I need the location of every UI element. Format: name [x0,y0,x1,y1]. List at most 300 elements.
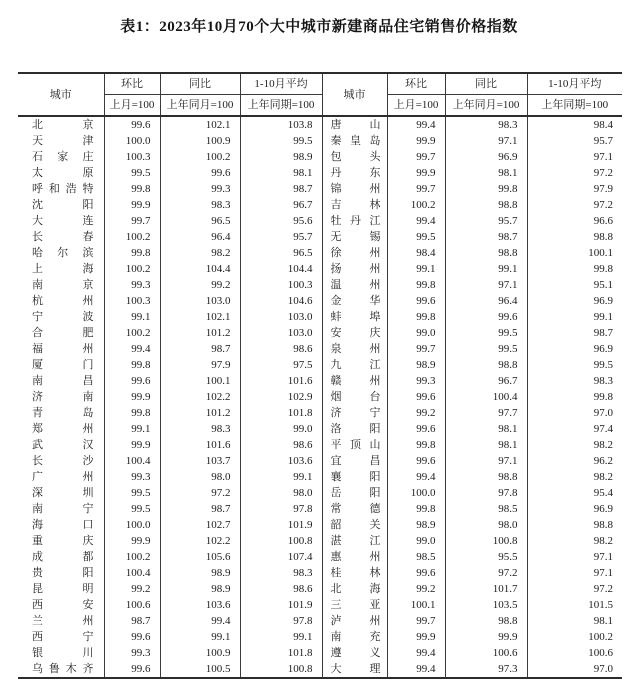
avg-cell: 98.6 [240,437,322,453]
mom-cell: 99.4 [387,469,445,485]
avg-cell: 98.6 [240,581,322,597]
city-cell: 昆明 [18,581,104,597]
city-cell: 无锡 [322,229,387,245]
city-cell: 乌鲁木齐 [18,661,104,678]
city-cell: 西安 [18,597,104,613]
city-cell: 南京 [18,277,104,293]
avg-cell: 97.2 [527,581,622,597]
mom-cell: 99.3 [387,373,445,389]
header-yoy-sub-left: 上年同月=100 [160,95,240,117]
avg-cell: 100.8 [240,533,322,549]
avg-cell: 101.5 [527,597,622,613]
header-row-main [18,73,622,95]
city-cell: 扬州 [322,261,387,277]
avg-cell: 104.4 [240,261,322,277]
yoy-cell: 97.1 [445,133,527,149]
table-row [18,453,622,469]
avg-cell: 101.8 [240,645,322,661]
yoy-cell: 99.9 [445,629,527,645]
mom-cell: 99.9 [387,165,445,181]
table-row [18,501,622,517]
avg-cell: 99.1 [240,629,322,645]
city-cell: 丹东 [322,165,387,181]
city-cell: 平顶山 [322,437,387,453]
yoy-cell: 103.6 [160,597,240,613]
table-row [18,373,622,389]
yoy-cell: 99.6 [160,165,240,181]
header-mom-sub-left: 上月=100 [104,95,160,117]
yoy-cell: 102.2 [160,533,240,549]
avg-cell: 96.9 [527,341,622,357]
yoy-cell: 98.8 [445,245,527,261]
city-cell: 兰州 [18,613,104,629]
yoy-cell: 98.1 [445,165,527,181]
mom-cell: 99.4 [387,213,445,229]
city-cell: 烟台 [322,389,387,405]
yoy-cell: 98.3 [445,116,527,133]
mom-cell: 99.9 [104,197,160,213]
city-cell: 济宁 [322,405,387,421]
city-cell: 大理 [322,661,387,678]
table-row [18,549,622,565]
table-row [18,229,622,245]
mom-cell: 99.3 [104,277,160,293]
yoy-cell: 102.2 [160,389,240,405]
city-cell: 石家庄 [18,149,104,165]
yoy-cell: 98.9 [160,565,240,581]
mom-cell: 99.7 [104,213,160,229]
yoy-cell: 99.6 [445,309,527,325]
mom-cell: 99.8 [387,309,445,325]
mom-cell: 99.8 [387,437,445,453]
avg-cell: 101.9 [240,517,322,533]
mom-cell: 100.0 [104,133,160,149]
yoy-cell: 99.5 [445,325,527,341]
avg-cell: 96.5 [240,245,322,261]
yoy-cell: 96.4 [160,229,240,245]
city-cell: 沈阳 [18,197,104,213]
table-row [18,261,622,277]
yoy-cell: 96.7 [445,373,527,389]
avg-cell: 99.5 [240,133,322,149]
mom-cell: 99.1 [387,261,445,277]
avg-cell: 99.1 [240,469,322,485]
yoy-cell: 97.8 [445,485,527,501]
avg-cell: 100.8 [240,661,322,678]
city-cell: 泸州 [322,613,387,629]
city-cell: 杭州 [18,293,104,309]
avg-cell: 97.1 [527,149,622,165]
table-row [18,133,622,149]
mom-cell: 100.2 [104,229,160,245]
avg-cell: 101.6 [240,373,322,389]
mom-cell: 99.6 [387,421,445,437]
yoy-cell: 98.1 [445,421,527,437]
yoy-cell: 103.7 [160,453,240,469]
city-cell: 重庆 [18,533,104,549]
table-row [18,245,622,261]
avg-cell: 95.6 [240,213,322,229]
city-cell: 海口 [18,517,104,533]
city-cell: 遵义 [322,645,387,661]
mom-cell: 100.0 [387,485,445,501]
city-cell: 徐州 [322,245,387,261]
table-row [18,533,622,549]
yoy-cell: 98.8 [445,197,527,213]
yoy-cell: 97.3 [445,661,527,678]
avg-cell: 99.8 [527,261,622,277]
avg-cell: 97.0 [527,405,622,421]
yoy-cell: 100.1 [160,373,240,389]
avg-cell: 98.7 [240,181,322,197]
mom-cell: 99.5 [104,485,160,501]
mom-cell: 100.0 [104,517,160,533]
city-cell: 呼和浩特 [18,181,104,197]
header-avg-left: 1-10月平均 [240,73,322,95]
avg-cell: 96.9 [527,293,622,309]
yoy-cell: 95.7 [445,213,527,229]
yoy-cell: 96.4 [445,293,527,309]
city-cell: 包头 [322,149,387,165]
table-row [18,213,622,229]
mom-cell: 99.4 [387,645,445,661]
city-cell: 大连 [18,213,104,229]
yoy-cell: 103.5 [445,597,527,613]
mom-cell: 99.1 [104,421,160,437]
mom-cell: 100.2 [104,261,160,277]
yoy-cell: 101.2 [160,405,240,421]
table-title: 表1：2023年10月70个大中城市新建商品住宅销售价格指数 [120,19,518,35]
avg-cell: 98.1 [527,613,622,629]
avg-cell: 100.3 [240,277,322,293]
city-cell: 深圳 [18,485,104,501]
table-row [18,341,622,357]
city-cell: 金华 [322,293,387,309]
mom-cell: 98.9 [387,517,445,533]
city-cell: 南充 [322,629,387,645]
table-row [18,565,622,581]
table-row [18,613,622,629]
avg-cell: 99.8 [527,389,622,405]
table-row [18,165,622,181]
mom-cell: 99.8 [104,405,160,421]
yoy-cell: 104.4 [160,261,240,277]
mom-cell: 99.7 [387,613,445,629]
city-cell: 锦州 [322,181,387,197]
mom-cell: 99.9 [104,533,160,549]
mom-cell: 99.8 [387,277,445,293]
avg-cell: 97.5 [240,357,322,373]
city-cell: 长沙 [18,453,104,469]
mom-cell: 99.6 [387,453,445,469]
yoy-cell: 98.7 [160,341,240,357]
avg-cell: 95.1 [527,277,622,293]
avg-cell: 97.1 [527,549,622,565]
mom-cell: 99.9 [387,133,445,149]
yoy-cell: 98.2 [160,245,240,261]
yoy-cell: 98.1 [445,437,527,453]
table-row [18,661,622,678]
yoy-cell: 98.7 [160,501,240,517]
mom-cell: 100.4 [104,565,160,581]
yoy-cell: 96.9 [445,149,527,165]
mom-cell: 100.1 [387,597,445,613]
city-cell: 厦门 [18,357,104,373]
city-cell: 西宁 [18,629,104,645]
yoy-cell: 99.3 [160,181,240,197]
city-cell: 赣州 [322,373,387,389]
city-cell: 韶关 [322,517,387,533]
table-row [18,389,622,405]
header-avg-sub-right: 上年同期=100 [527,95,622,117]
header-avg-sub-left: 上年同期=100 [240,95,322,117]
mom-cell: 100.2 [104,549,160,565]
mom-cell: 99.4 [387,116,445,133]
header-city-right: 城市 [322,73,387,116]
mom-cell: 99.4 [104,341,160,357]
mom-cell: 99.6 [387,565,445,581]
yoy-cell: 99.2 [160,277,240,293]
table-row [18,517,622,533]
city-cell: 北京 [18,116,104,133]
yoy-cell: 105.6 [160,549,240,565]
avg-cell: 107.4 [240,549,322,565]
header-avg-right: 1-10月平均 [527,73,622,95]
avg-cell: 96.9 [527,501,622,517]
yoy-cell: 96.5 [160,213,240,229]
city-cell: 合肥 [18,325,104,341]
mom-cell: 98.7 [104,613,160,629]
city-cell: 南昌 [18,373,104,389]
yoy-cell: 100.6 [445,645,527,661]
table-row [18,645,622,661]
avg-cell: 98.2 [527,437,622,453]
yoy-cell: 97.2 [160,485,240,501]
mom-cell: 99.6 [104,629,160,645]
city-cell: 湛江 [322,533,387,549]
city-cell: 贵阳 [18,565,104,581]
avg-cell: 103.6 [240,453,322,469]
city-cell: 南宁 [18,501,104,517]
yoy-cell: 99.5 [445,341,527,357]
yoy-cell: 100.2 [160,149,240,165]
mom-cell: 99.0 [387,325,445,341]
yoy-cell: 100.5 [160,661,240,678]
avg-cell: 96.2 [527,453,622,469]
table-row [18,629,622,645]
table-row [18,181,622,197]
city-cell: 惠州 [322,549,387,565]
yoy-cell: 97.1 [445,277,527,293]
mom-cell: 99.5 [387,229,445,245]
mom-cell: 99.7 [387,181,445,197]
avg-cell: 98.2 [527,469,622,485]
avg-cell: 95.7 [240,229,322,245]
yoy-cell: 98.8 [445,613,527,629]
yoy-cell: 100.4 [445,389,527,405]
yoy-cell: 98.5 [445,501,527,517]
city-cell: 哈尔滨 [18,245,104,261]
avg-cell: 96.6 [527,213,622,229]
mom-cell: 99.6 [104,661,160,678]
city-cell: 三亚 [322,597,387,613]
avg-cell: 95.4 [527,485,622,501]
table-row [18,469,622,485]
mom-cell: 99.3 [104,645,160,661]
table-row [18,325,622,341]
header-mom-left: 环比 [104,73,160,95]
table-row [18,421,622,437]
mom-cell: 100.6 [104,597,160,613]
avg-cell: 97.8 [240,501,322,517]
avg-cell: 100.1 [527,245,622,261]
header-yoy-right: 同比 [445,73,527,95]
header-mom-sub-right: 上月=100 [387,95,445,117]
avg-cell: 97.2 [527,165,622,181]
yoy-cell: 98.3 [160,197,240,213]
avg-cell: 99.5 [527,357,622,373]
avg-cell: 100.6 [527,645,622,661]
avg-cell: 97.4 [527,421,622,437]
mom-cell: 99.7 [387,149,445,165]
table-row [18,293,622,309]
city-cell: 济南 [18,389,104,405]
city-cell: 宁波 [18,309,104,325]
avg-cell: 101.8 [240,405,322,421]
mom-cell: 99.8 [104,181,160,197]
table-row [18,437,622,453]
avg-cell: 100.2 [527,629,622,645]
yoy-cell: 97.2 [445,565,527,581]
mom-cell: 99.8 [104,245,160,261]
yoy-cell: 103.0 [160,293,240,309]
city-cell: 北海 [322,581,387,597]
avg-cell: 103.0 [240,325,322,341]
mom-cell: 99.2 [387,405,445,421]
mom-cell: 99.2 [104,581,160,597]
yoy-cell: 98.8 [445,357,527,373]
mom-cell: 99.9 [104,437,160,453]
mom-cell: 99.6 [104,373,160,389]
yoy-cell: 95.5 [445,549,527,565]
price-index-table [18,72,622,679]
city-cell: 青岛 [18,405,104,421]
mom-cell: 99.9 [387,629,445,645]
city-cell: 武汉 [18,437,104,453]
avg-cell: 96.7 [240,197,322,213]
mom-cell: 99.5 [104,165,160,181]
table-row [18,277,622,293]
mom-cell: 99.8 [104,357,160,373]
city-cell: 吉林 [322,197,387,213]
city-cell: 成都 [18,549,104,565]
header-row-sub [18,95,622,117]
city-cell: 襄阳 [322,469,387,485]
mom-cell: 100.3 [104,149,160,165]
table-body [18,116,622,678]
avg-cell: 98.8 [527,229,622,245]
header-yoy-left: 同比 [160,73,240,95]
avg-cell: 97.2 [527,197,622,213]
yoy-cell: 97.7 [445,405,527,421]
yoy-cell: 99.8 [445,181,527,197]
avg-cell: 97.9 [527,181,622,197]
avg-cell: 103.8 [240,116,322,133]
mom-cell: 99.6 [104,116,160,133]
avg-cell: 99.1 [527,309,622,325]
table-row [18,597,622,613]
mom-cell: 99.6 [387,293,445,309]
avg-cell: 98.4 [527,116,622,133]
city-cell: 九江 [322,357,387,373]
city-cell: 天津 [18,133,104,149]
avg-cell: 95.7 [527,133,622,149]
city-cell: 唐山 [322,116,387,133]
yoy-cell: 100.9 [160,645,240,661]
mom-cell: 98.4 [387,245,445,261]
city-cell: 广州 [18,469,104,485]
mom-cell: 99.9 [104,389,160,405]
city-cell: 洛阳 [322,421,387,437]
avg-cell: 98.8 [527,517,622,533]
city-cell: 宜昌 [322,453,387,469]
yoy-cell: 98.8 [445,469,527,485]
table-row [18,149,622,165]
city-cell: 银川 [18,645,104,661]
table-row [18,405,622,421]
mom-cell: 100.2 [104,325,160,341]
avg-cell: 97.8 [240,613,322,629]
avg-cell: 98.1 [240,165,322,181]
mom-cell: 100.2 [387,197,445,213]
city-cell: 蚌埠 [322,309,387,325]
avg-cell: 99.0 [240,421,322,437]
table-row [18,357,622,373]
mom-cell: 99.0 [387,533,445,549]
mom-cell: 99.3 [104,469,160,485]
mom-cell: 99.4 [387,661,445,678]
avg-cell: 98.2 [527,533,622,549]
mom-cell: 99.5 [104,501,160,517]
avg-cell: 102.9 [240,389,322,405]
mom-cell: 100.3 [104,293,160,309]
avg-cell: 98.9 [240,149,322,165]
yoy-cell: 102.1 [160,309,240,325]
avg-cell: 98.7 [527,325,622,341]
yoy-cell: 100.9 [160,133,240,149]
city-cell: 郑州 [18,421,104,437]
header-mom-right: 环比 [387,73,445,95]
mom-cell: 99.1 [104,309,160,325]
city-cell: 上海 [18,261,104,277]
yoy-cell: 101.2 [160,325,240,341]
table-row [18,197,622,213]
avg-cell: 97.1 [527,565,622,581]
yoy-cell: 101.6 [160,437,240,453]
table-row [18,485,622,501]
avg-cell: 101.9 [240,597,322,613]
mom-cell: 98.5 [387,549,445,565]
yoy-cell: 98.0 [160,469,240,485]
yoy-cell: 102.1 [160,116,240,133]
mom-cell: 99.8 [387,501,445,517]
header-city-left: 城市 [18,73,104,116]
city-cell: 太原 [18,165,104,181]
yoy-cell: 99.1 [160,629,240,645]
mom-cell: 99.7 [387,341,445,357]
mom-cell: 98.9 [387,357,445,373]
yoy-cell: 98.9 [160,581,240,597]
